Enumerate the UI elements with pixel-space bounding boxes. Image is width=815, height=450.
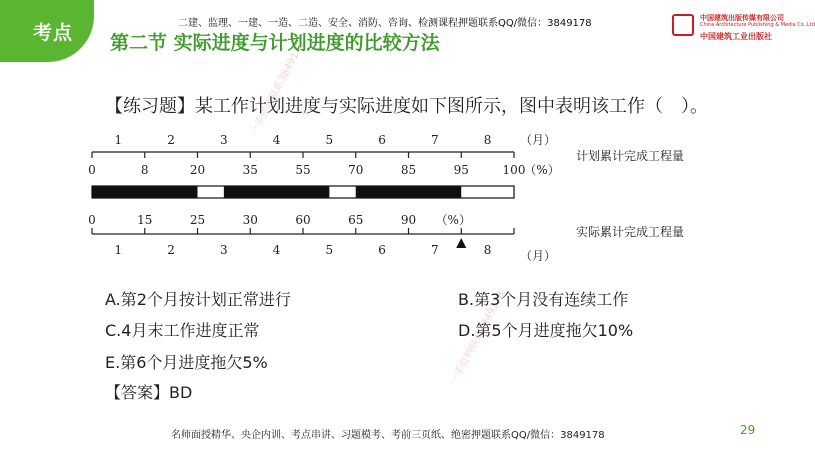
publisher-name-cn: 中国建筑出版传媒有限公司	[700, 14, 784, 22]
progress-bar-segment	[224, 186, 330, 198]
actual-month-label: 2	[167, 243, 175, 257]
actual-month-label: 1	[114, 243, 123, 257]
actual-percent-label: 30	[242, 213, 258, 227]
actual-percent-label: 15	[137, 213, 153, 227]
progress-comparison-diagram	[80, 118, 720, 268]
plan-percent-label: 100	[502, 163, 526, 177]
publisher-logo	[672, 10, 815, 42]
plan-percent-label: 55	[295, 163, 311, 177]
actual-month-label: 7	[431, 243, 439, 257]
actual-month-label: 4	[272, 243, 281, 257]
question-text: 【练习题】某工作计划进度与实际进度如下图所示，图中表明该工作（ ）。	[105, 96, 708, 117]
watermark-text: 一手资料联系3849178	[248, 39, 308, 138]
answer-text: 【答案】BD	[105, 383, 193, 402]
bottom-contact-note: 名师面授精华、央企内训、考点串讲、习题模考、考前三页纸、绝密押题联系QQ/微信：3849178	[171, 430, 605, 441]
actual-month-label: 5	[325, 243, 334, 257]
plan-month-label: 1	[114, 133, 123, 147]
watermark-text: 一手资料联系3849178	[448, 289, 508, 388]
plan-month-label: 7	[431, 133, 439, 147]
plan-percent-label: 70	[348, 163, 364, 177]
option-b: B.第3个月没有连续工作	[458, 290, 629, 309]
actual-month-label: 8	[483, 243, 492, 257]
badge-label: 考点	[33, 22, 74, 44]
option-e: E.第6个月进度拖欠5%	[105, 353, 268, 372]
option-a: A.第2个月按计划正常进行	[105, 290, 291, 309]
plan-label: 计划累计完成工程量	[576, 149, 685, 163]
actual-percent-label: 0	[88, 213, 96, 227]
publisher-emblem-icon	[672, 14, 694, 36]
page-number: 29	[740, 423, 756, 437]
option-c: C.4月末工作进度正常	[105, 321, 260, 340]
plan-percent-label: 95	[453, 163, 469, 177]
plan-percent-unit: （%）	[524, 163, 560, 177]
check-point-marker	[456, 238, 466, 248]
plan-month-label: 6	[378, 133, 386, 147]
option-d: D.第5个月进度拖欠10%	[458, 321, 634, 340]
actual-label: 实际累计完成工程量	[576, 225, 685, 239]
actual-percent-label: 60	[295, 213, 311, 227]
publisher-name-en: China Architecture Publishing & Media Co.,Ltd	[700, 22, 815, 28]
plan-percent-label: 35	[242, 163, 258, 177]
actual-percent-label: 25	[189, 213, 206, 227]
actual-percent-unit: （%）	[435, 213, 471, 227]
plan-month-label: 2	[167, 133, 175, 147]
plan-month-label: 3	[220, 133, 228, 147]
top-contact-note: 二建、监理、一建、一造、二造、安全、消防、咨询、检测课程押题联系QQ/微信：3849178	[178, 18, 592, 29]
progress-bar-segment	[356, 186, 462, 198]
publisher-imprint: 中国建筑工业出版社	[700, 32, 772, 41]
plan-month-label: 4	[272, 133, 281, 147]
actual-month-unit: （月）	[519, 249, 557, 263]
actual-month-label: 6	[378, 243, 386, 257]
plan-percent-label: 20	[189, 163, 206, 177]
actual-percent-label: 90	[400, 213, 417, 227]
section-title: 第二节 实际进度与计划进度的比较方法	[110, 32, 440, 54]
plan-percent-label: 8	[140, 163, 149, 177]
plan-month-label: 8	[483, 133, 492, 147]
actual-percent-label: 65	[348, 213, 364, 227]
progress-bar-segment	[92, 186, 198, 198]
actual-month-label: 3	[220, 243, 228, 257]
plan-month-label: 5	[325, 133, 334, 147]
plan-month-unit: （月）	[519, 133, 557, 147]
plan-percent-label: 85	[400, 163, 417, 177]
plan-percent-label: 0	[88, 163, 96, 177]
